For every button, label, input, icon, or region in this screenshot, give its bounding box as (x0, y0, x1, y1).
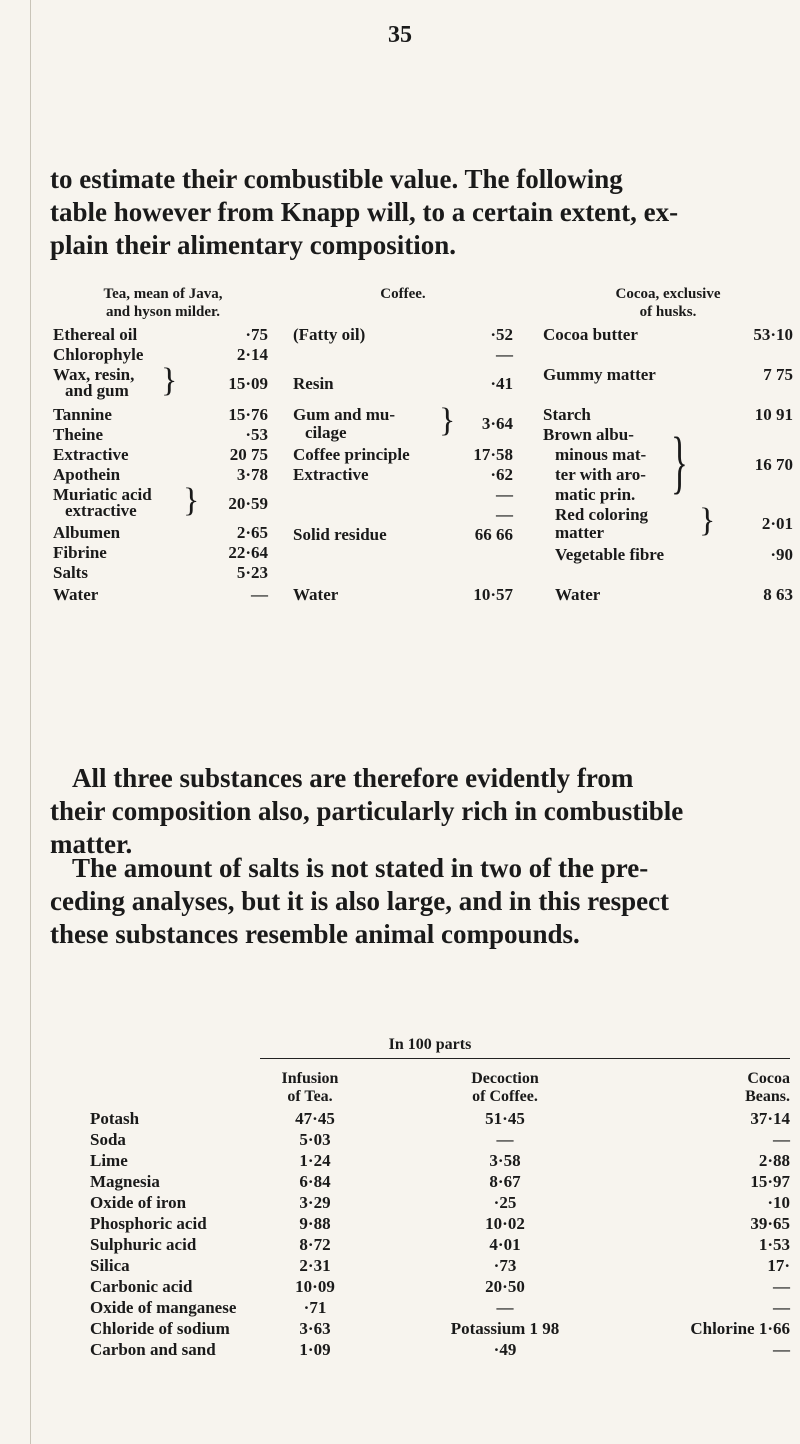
column-header-cocoa: Cocoa Beans. (745, 1070, 790, 1105)
row-label: Oxide of manganese (90, 1298, 237, 1317)
tea-value: 1·09 (299, 1340, 331, 1359)
row-label: Silica (90, 1256, 130, 1275)
coffee-value: 51·45 (485, 1109, 525, 1128)
cocoa-item-label: Red coloring (555, 505, 649, 524)
coffee-value: Potassium 1 98 (450, 1319, 560, 1338)
cocoa-item-label: matter (555, 523, 605, 542)
coffee-item-value: ·52 (490, 325, 513, 344)
page-margin-rule (30, 0, 31, 1444)
coffee-item-value: 3·64 (481, 414, 513, 433)
text-line: their composition also, particularly rich in combustible (50, 796, 684, 826)
tea-item-label: Theine (53, 425, 104, 444)
coffee-value: ·73 (493, 1256, 517, 1275)
coffee-value: 20·50 (485, 1277, 525, 1296)
cocoa-item-label: Water (555, 585, 601, 604)
coffee-item-label: (Fatty oil) (293, 325, 366, 344)
tea-column-header: Tea, mean of Java, and hyson milder. (103, 286, 223, 320)
brace-icon: } (183, 482, 200, 519)
text-line: The amount of salts is not stated in two of the pre- (72, 853, 649, 883)
tea-value: 2·31 (299, 1256, 331, 1275)
tea-item-value: 15·09 (228, 374, 268, 393)
tea-value: 47·45 (295, 1109, 335, 1128)
coffee-item-value: — (496, 485, 513, 504)
cocoa-value: — (773, 1277, 790, 1296)
coffee-item-value: — (496, 345, 513, 364)
row-label: Phosphoric acid (90, 1214, 207, 1233)
cocoa-item-value: ·90 (770, 545, 793, 564)
tea-value: 8·72 (299, 1235, 331, 1254)
tea-item-value: ·53 (245, 425, 268, 444)
coffee-item-value: ·41 (490, 374, 513, 393)
cocoa-item-label: minous mat- (555, 445, 647, 464)
row-label: Lime (90, 1151, 128, 1170)
tea-value: ·71 (303, 1298, 327, 1317)
text-line: ceding analyses, but it is also large, and in this respect (50, 886, 670, 916)
tea-item-value: 20·59 (228, 494, 268, 513)
tea-value: 3·63 (299, 1319, 331, 1338)
coffee-value: 3·58 (489, 1151, 521, 1170)
coffee-item-label: Gum and mu- (293, 405, 396, 424)
text-line: plain their alimentary composition. (50, 230, 457, 260)
salts-paragraph (50, 852, 770, 951)
coffee-item-value: — (496, 505, 513, 524)
text-line: to estimate their combustible value. The following (50, 164, 623, 194)
cocoa-item-label: Gummy matter (543, 365, 656, 384)
cocoa-item-value: 7 75 (763, 365, 793, 384)
row-label: Soda (90, 1130, 126, 1149)
cocoa-value: — (773, 1298, 790, 1317)
cocoa-value: Chlorine 1·66 (690, 1319, 790, 1338)
cocoa-value: 2·88 (758, 1151, 790, 1170)
coffee-item-label: Coffee principle (293, 445, 410, 464)
tea-item-label: extractive (65, 501, 137, 520)
column-header-tea: Infusion of Tea. (281, 1070, 339, 1105)
coffee-value: ·49 (493, 1340, 517, 1359)
page-number: 35 (388, 22, 412, 48)
row-label: Oxide of iron (90, 1193, 187, 1212)
row-label: Potash (90, 1109, 140, 1128)
tea-item-label: Albumen (53, 523, 121, 542)
cocoa-item-value: 53·10 (753, 325, 793, 344)
coffee-value: — (496, 1130, 514, 1149)
text-line: All three substances are therefore evidently from (72, 763, 634, 793)
cocoa-value: 37·14 (750, 1109, 790, 1128)
coffee-item-label: Extractive (293, 465, 369, 484)
group-header: In 100 parts (388, 1036, 472, 1053)
coffee-item-value: 17·58 (473, 445, 513, 464)
tea-item-value: 3·78 (236, 465, 268, 484)
coffee-column-header: Coffee. (380, 286, 426, 302)
tea-item-label: Tannine (53, 405, 112, 424)
row-label: Magnesia (90, 1172, 160, 1191)
coffee-value: ·25 (493, 1193, 517, 1212)
coffee-item-label: Water (293, 585, 339, 604)
tea-item-value: 20 75 (229, 445, 268, 464)
tea-item-label: Ethereal oil (53, 325, 138, 344)
tea-item-label: Apothein (53, 465, 121, 484)
cocoa-value: — (773, 1340, 790, 1359)
tea-item-label: Wax, resin, (53, 365, 135, 384)
tea-value: 9·88 (299, 1214, 331, 1233)
cocoa-item-label: matic prin. (555, 485, 636, 504)
text-line: these substances resemble animal compounds. (50, 919, 580, 949)
tea-item-value: ·75 (245, 325, 268, 344)
cocoa-value: — (773, 1130, 790, 1149)
tea-item-label: Muriatic acid (53, 485, 152, 504)
cocoa-item-value: 8 63 (763, 585, 793, 604)
cocoa-item-label: ter with aro- (555, 465, 646, 484)
cocoa-value: 39·65 (750, 1214, 790, 1233)
coffee-item-label: Resin (293, 374, 334, 393)
cocoa-item-value: 16 70 (754, 455, 793, 474)
tea-item-value: 22·64 (228, 543, 268, 562)
cocoa-column-header: Cocoa, exclusive of husks. (615, 286, 721, 320)
coffee-item-label: cilage (305, 423, 347, 442)
coffee-value: 10·02 (485, 1214, 525, 1233)
row-label: Sulphuric acid (90, 1235, 197, 1254)
tea-item-value: — (251, 585, 268, 604)
brace-icon: } (699, 502, 716, 539)
cocoa-item-label: Starch (543, 405, 591, 424)
tea-item-value: 2·14 (236, 345, 268, 364)
cocoa-item-label: Vegetable fibre (555, 545, 665, 564)
tea-value: 10·09 (295, 1277, 335, 1296)
tea-item-value: 15·76 (228, 405, 268, 424)
cocoa-value: ·10 (767, 1193, 790, 1212)
tea-item-label: Extractive (53, 445, 129, 464)
brace-icon: } (161, 362, 178, 399)
group-header-rule (260, 1058, 790, 1059)
tea-value: 3·29 (299, 1193, 331, 1212)
tea-item-value: 2·65 (236, 523, 268, 542)
cocoa-item-label: Brown albu- (543, 425, 634, 444)
coffee-value: — (496, 1298, 514, 1317)
cocoa-item-value: 2·01 (761, 514, 793, 533)
tea-value: 5·03 (299, 1130, 331, 1149)
cocoa-value: 1·53 (758, 1235, 790, 1254)
row-label: Carbon and sand (90, 1340, 216, 1359)
column-header-coffee: Decoction of Coffee. (471, 1070, 539, 1105)
tea-value: 6·84 (299, 1172, 331, 1191)
intro-paragraph (50, 163, 770, 262)
tea-item-label: Water (53, 585, 99, 604)
coffee-item-label: Solid residue (293, 525, 387, 544)
row-label: Carbonic acid (90, 1277, 193, 1296)
brace-icon: } (439, 402, 456, 439)
coffee-item-value: ·62 (490, 465, 513, 484)
cocoa-value: 17· (767, 1256, 790, 1275)
coffee-value: 4·01 (489, 1235, 521, 1254)
cocoa-value: 15·97 (750, 1172, 790, 1191)
coffee-value: 8·67 (489, 1172, 521, 1191)
tea-value: 1·24 (299, 1151, 331, 1170)
coffee-item-value: 10·57 (473, 585, 513, 604)
tea-item-label: Salts (53, 563, 88, 582)
tea-item-value: 5·23 (236, 563, 268, 582)
cocoa-item-value: 10 91 (754, 405, 793, 424)
tea-item-label: Chlorophyle (53, 345, 144, 364)
cocoa-item-label: Cocoa butter (543, 325, 638, 344)
tea-item-label: Fibrine (53, 543, 107, 562)
tea-item-label: and gum (65, 381, 129, 400)
row-label: Chloride of sodium (90, 1319, 230, 1338)
conclusion-paragraph (50, 762, 770, 861)
text-line: table however from Knapp will, to a certain extent, ex- (50, 197, 679, 227)
coffee-item-value: 66 66 (474, 525, 513, 544)
text-line: matter. (50, 829, 133, 859)
brace-icon: } (671, 424, 688, 501)
